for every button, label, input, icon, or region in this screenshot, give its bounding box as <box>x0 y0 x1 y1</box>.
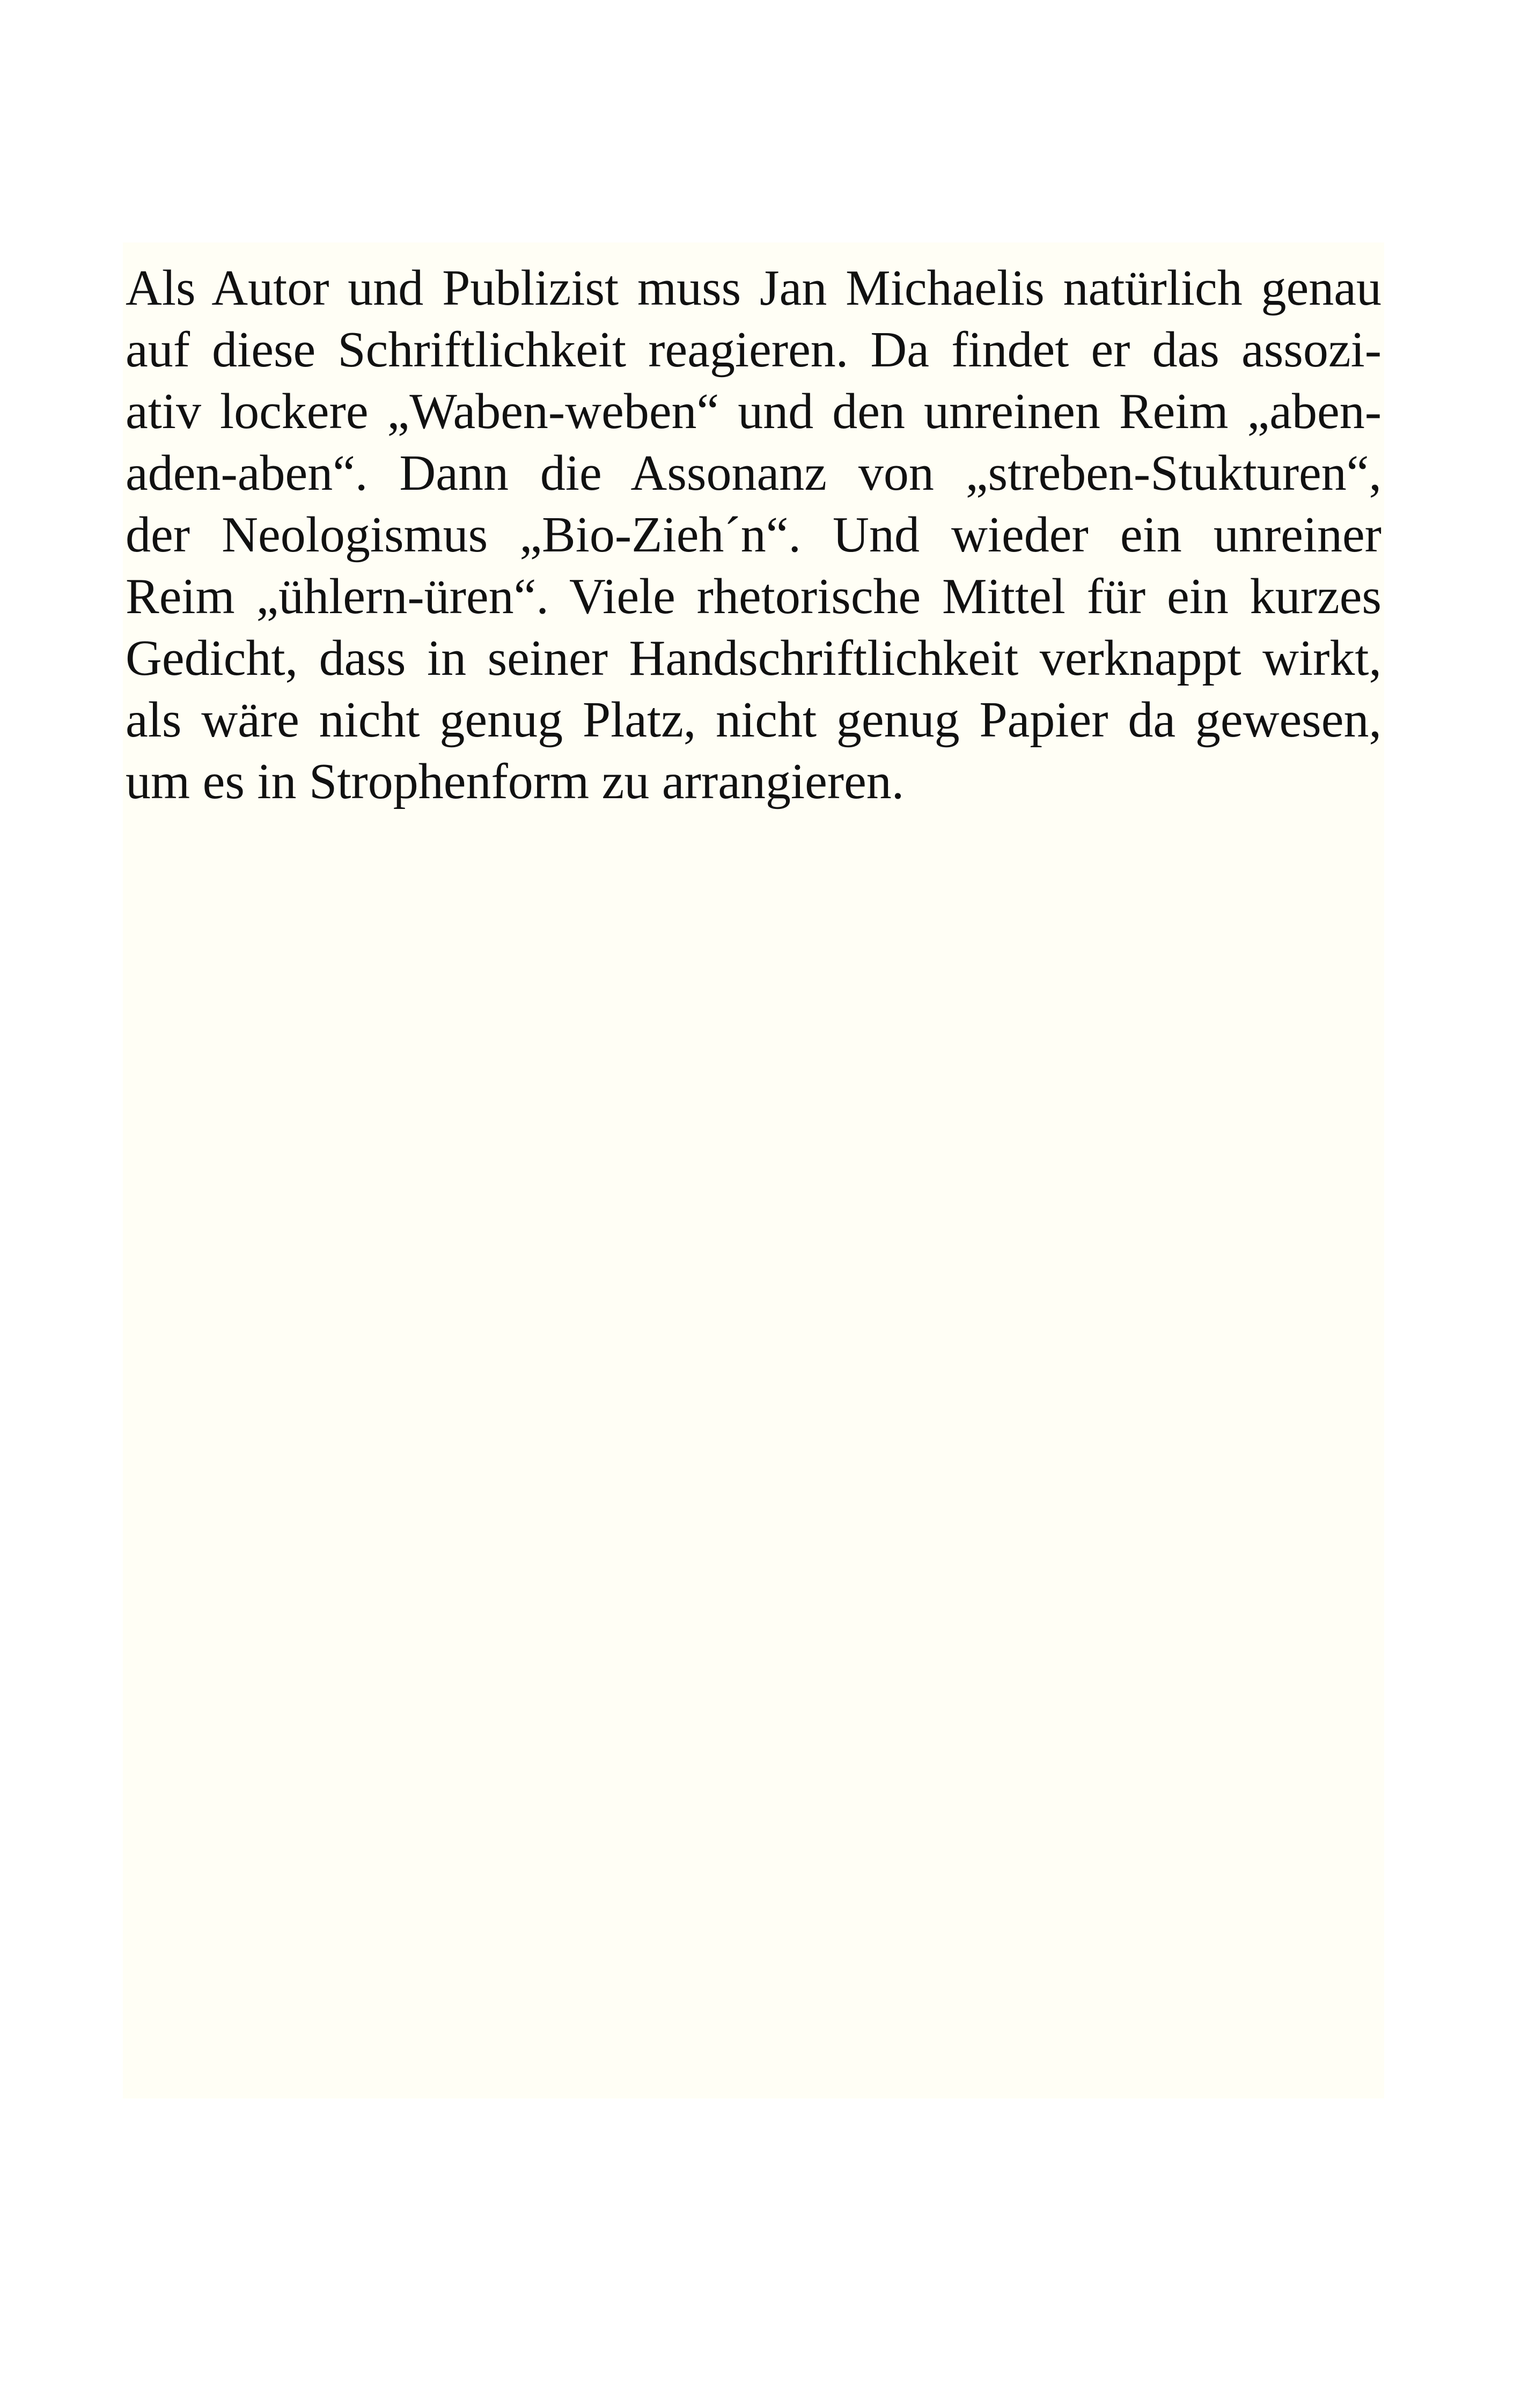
paragraph-line-5: der Neologismus „Bio-Zieh´n“. Und wieder ein unreiner <box>126 507 1382 563</box>
paragraph-line-2: auf diese Schriftlichkeit reagieren. Da findet er das assozi- <box>126 322 1382 378</box>
paragraph-line-1: Als Autor und Publizist muss Jan Michaelis natürlich genau <box>126 260 1382 316</box>
paragraph-line-4: aden-aben“. Dann die Assonanz von „streben-Stukturen“, <box>126 445 1382 501</box>
paragraph-line-3: ativ lockere „Waben-weben“ und den unreinen Reim „aben- <box>126 384 1382 439</box>
paragraph-line-7: Gedicht, dass in seiner Handschriftlichkeit verknappt wirkt, <box>126 630 1382 686</box>
text-block <box>123 242 1384 2098</box>
paragraph-line-8: als wäre nicht genug Platz, nicht genug Papier da gewesen, <box>126 692 1382 748</box>
paragraph-line-9: um es in Strophenform zu arrangieren. <box>126 754 905 809</box>
paragraph-line-6: Reim „ühlern-üren“. Viele rhetorische Mittel für ein kurzes <box>126 569 1382 624</box>
